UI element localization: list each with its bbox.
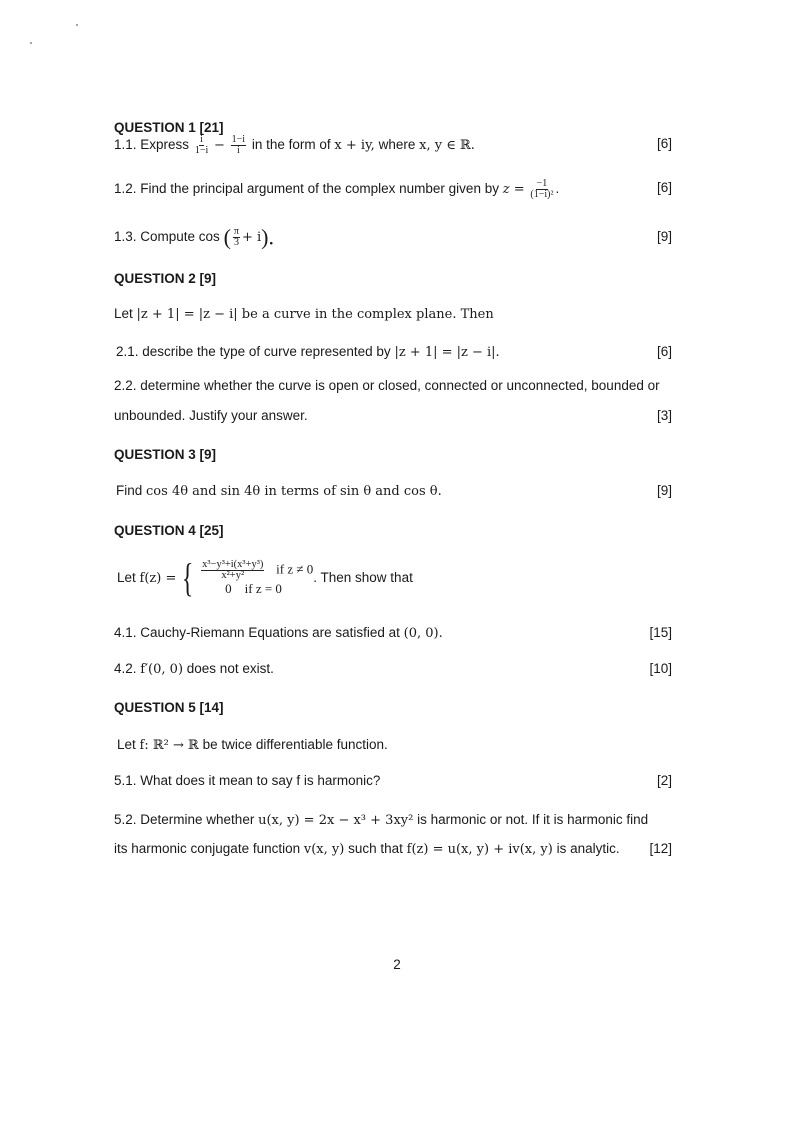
fraction: $\frac{\pi}{3}$ [233,226,239,248]
q-text: such that [348,841,403,856]
q-math: |z + 1| = |z − i| be a curve in the complex plane. Then [136,307,494,322]
question-4-1 [114,624,443,643]
question-4-2 [114,660,274,679]
q-math: |z + 1| = |z − i|. [394,345,500,360]
q-text: Let [117,570,136,585]
marks: [6] [656,180,672,195]
page-number: 2 [393,957,401,972]
q-math: f: ℝ² → ℝ [139,738,199,753]
q-text: . Then show that [313,570,413,585]
q-math: ). [261,224,274,250]
marks: [6] [656,136,672,151]
marks: [9] [656,483,672,498]
question-1-1 [114,135,475,156]
q-math: + i [241,230,262,246]
q-text: . [555,181,560,197]
q-math: ( [223,224,231,250]
q-math: cos 4θ and sin 4θ in terms of sin θ and cos θ. [146,484,442,499]
question-4-function [117,555,413,601]
question-1-3 [114,224,274,250]
brace: { [181,555,194,601]
question-3-heading: QUESTION 3 [9] [114,447,217,462]
q-math: − [214,138,225,154]
q-text: its harmonic conjugate function [114,841,301,856]
q-text: 4.2. [114,661,137,676]
fraction: $\frac{i}{1-i}$ [194,134,209,156]
question-5-heading: QUESTION 5 [14] [114,700,224,715]
q-math: f(z) = u(x, y) + iv(x, y) [406,842,553,857]
q-text: is analytic. [556,841,620,856]
question-3-text [116,482,442,501]
q-math: f′(0, 0) [140,662,184,677]
question-1-2 [114,179,559,200]
q-math: f(z) = [139,571,177,586]
q-text: where [378,137,416,153]
piecewise-cases: $\frac{\text{x³−y³+i(x³+y³)}}{\text{x²+y²}}$ if z ≠ 0 0 if z = 0 [202,558,314,596]
q-math: u(x, y) = 2x − x³ + 3xy² [258,813,414,828]
q-math: z = [502,182,525,198]
q-math: v(x, y) [303,842,345,857]
q-text: 5.2. Determine whether [114,812,255,827]
q-math: (0, 0). [403,626,443,641]
q-text: Find [116,483,143,498]
marks: [3] [656,408,672,423]
marks: [15] [649,625,672,640]
question-1-heading: QUESTION 1 [21] [114,120,224,135]
q-text: is harmonic or not. If it is harmonic find [417,812,649,827]
q-text: does not exist. [186,661,274,676]
marks: [10] [649,661,672,676]
scan-speck [30,42,32,44]
q-text: Let [114,306,133,321]
question-2-2-line1: 2.2. determine whether the curve is open or closed, connected or unconnected, bounded or [114,378,660,393]
scan-speck [76,24,78,26]
q-text: 1.1. Express [114,137,190,153]
q-text: 4.1. Cauchy-Riemann Equations are satisfied at [114,625,400,640]
question-5-2-line2 [114,840,620,859]
q-text: be twice differentiable function. [202,737,388,752]
marks: [2] [656,773,672,788]
question-4-heading: QUESTION 4 [25] [114,523,224,538]
question-2-intro [114,305,494,324]
question-2-1 [116,343,500,362]
marks: [6] [656,344,672,359]
q-text: 1.2. Find the principal argument of the complex number given by [114,181,499,197]
q-math: x, y ∈ ℝ. [419,138,475,154]
fraction: $\frac{-1}{\text{(1−i)²}}$ [530,178,554,200]
marks: [9] [656,229,672,244]
fraction: $\frac{1-i}{i}$ [231,134,246,156]
q-text: in the form of [251,137,331,153]
question-2-2-line2: unbounded. Justify your answer. [114,408,308,423]
question-5-2-line1 [114,811,648,830]
marks: [12] [649,841,672,856]
q-math: x + iy, [334,138,375,154]
question-2-heading: QUESTION 2 [9] [114,271,217,286]
q-text: Let [117,737,136,752]
question-5-intro [117,736,388,755]
q-text: 1.3. Compute cos [114,229,220,245]
question-5-1: 5.1. What does it mean to say f is harmonic? [114,773,381,788]
q-text: 2.1. describe the type of curve represented by [116,344,391,359]
